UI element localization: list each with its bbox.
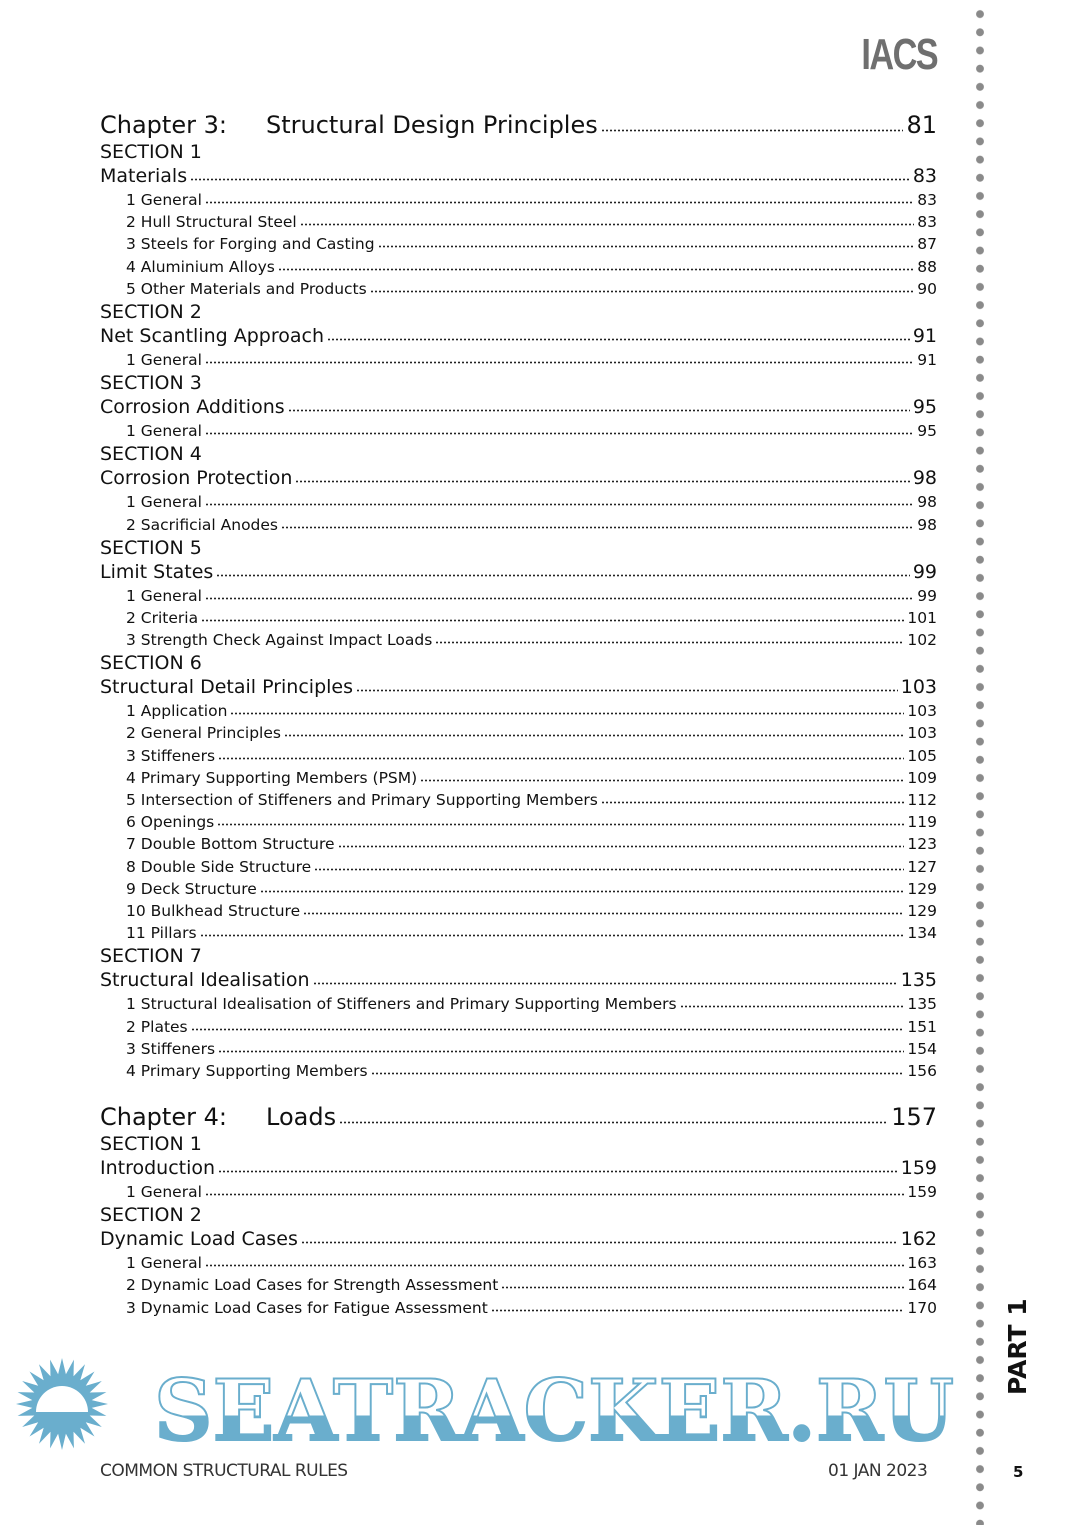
toc-page-number: 159	[900, 1157, 937, 1180]
toc-title[interactable]	[100, 164, 937, 189]
dot-leader	[217, 823, 904, 826]
toc-item[interactable]	[100, 1274, 937, 1296]
toc-item[interactable]	[100, 607, 937, 629]
toc-entry-text: 3 Stiffeners	[126, 1039, 216, 1058]
toc-title[interactable]	[100, 324, 937, 349]
toc-entry-text: SECTION 5	[100, 536, 202, 559]
dot-leader	[205, 1264, 905, 1267]
dot-leader	[191, 1028, 905, 1031]
dot-leader	[680, 1005, 905, 1008]
spiral-binding-dots	[975, 5, 985, 1525]
toc-entry-text: 2 Hull Structural Steel	[126, 213, 297, 232]
footer-document-title: COMMON STRUCTURAL RULES	[100, 1461, 348, 1481]
toc-entry-text: SECTION 4	[100, 443, 202, 466]
toc-page-number: 157	[891, 1103, 937, 1132]
toc-entry-text: 1 General	[126, 191, 202, 209]
toc-entry-text: 1 General	[126, 422, 202, 441]
dot-leader	[288, 409, 910, 412]
toc-title[interactable]	[100, 1156, 937, 1181]
toc-item[interactable]	[100, 233, 937, 255]
toc-item[interactable]	[100, 722, 937, 744]
toc-item[interactable]	[100, 1297, 937, 1319]
sun-rays	[16, 1358, 108, 1450]
toc-entry-text: 3 Stiffeners	[126, 746, 216, 765]
toc-item[interactable]	[100, 514, 937, 536]
toc-section	[100, 300, 937, 324]
toc-title[interactable]	[100, 1227, 937, 1252]
dot-leader	[295, 480, 909, 483]
toc-page-number: 135	[900, 969, 937, 992]
watermark-logo	[150, 1356, 960, 1452]
toc-entry-text: SECTION 6	[100, 652, 202, 675]
toc-page-number: 95	[912, 396, 937, 419]
toc-title[interactable]	[100, 395, 937, 420]
toc-page-number: 95	[917, 422, 937, 441]
toc-entry-text: SECTION 2	[100, 300, 202, 323]
toc-entry-text: 2 Sacrificial Anodes	[126, 515, 279, 534]
toc-section	[100, 944, 937, 968]
toc-page-number: 127	[907, 857, 937, 876]
dot-leader	[371, 1072, 905, 1075]
toc-page-number: 123	[907, 835, 937, 854]
toc-entry-text: 4 Aluminium Alloys	[126, 257, 275, 276]
dot-leader	[284, 734, 904, 737]
toc-entry-text: 6 Openings	[126, 813, 215, 832]
toc-entry-text: SECTION 7	[100, 945, 202, 968]
toc-page-number: 90	[917, 279, 937, 298]
dot-leader	[218, 757, 904, 760]
dot-leader	[205, 361, 914, 364]
toc-item[interactable]	[100, 278, 937, 300]
toc-page-number: 154	[907, 1039, 937, 1058]
footer-date: 01 JAN 2023	[828, 1461, 928, 1481]
toc-item[interactable]	[100, 629, 937, 651]
toc-page-number: 170	[907, 1298, 937, 1317]
iacs-logo: IACS	[861, 30, 937, 79]
toc-page-number: 91	[917, 350, 937, 369]
toc-page-number: 88	[917, 257, 937, 276]
toc-title[interactable]	[100, 675, 937, 700]
dot-leader	[201, 619, 904, 622]
toc-entry-text: 1 General	[126, 1254, 202, 1273]
dot-leader	[338, 845, 905, 848]
toc-entry-text: 2 Dynamic Load Cases for Strength Assessment	[126, 1276, 499, 1295]
toc-entry-text: 2 Criteria	[126, 608, 199, 627]
toc-page-number: 91	[912, 324, 937, 347]
toc-entry-text: 4 Primary Supporting Members (PSM)	[126, 768, 418, 787]
toc-page-number: 83	[917, 213, 937, 232]
toc-item[interactable]	[100, 745, 937, 767]
toc-section	[100, 140, 937, 164]
toc-item[interactable]	[100, 491, 937, 513]
toc-page-number: 159	[907, 1183, 937, 1202]
toc-entry-text: 5 Other Materials and Products	[126, 279, 367, 298]
toc-entry-text: 8 Double Side Structure	[126, 857, 312, 876]
chapter-number: Chapter 3:	[100, 111, 227, 139]
toc-page-number: 87	[917, 235, 937, 254]
dot-leader	[303, 912, 904, 915]
toc-page-number: 99	[912, 560, 937, 583]
toc-entry-text: 1 General	[126, 586, 202, 605]
dot-leader	[205, 201, 914, 204]
dot-leader	[230, 712, 904, 715]
toc-page-number: 109	[907, 768, 937, 787]
toc-chapter[interactable]	[100, 110, 937, 140]
dot-leader	[601, 129, 904, 132]
toc-entry-text: Structural Design Principles	[266, 111, 598, 139]
toc-entry-text: Dynamic Load Cases	[100, 1228, 298, 1251]
toc-entry-text: SECTION 2	[100, 1204, 202, 1227]
toc-item[interactable]	[100, 1038, 937, 1060]
dot-leader	[313, 982, 898, 985]
sun-disc	[36, 1386, 88, 1412]
dot-leader	[314, 868, 904, 871]
toc-item[interactable]	[100, 1181, 937, 1203]
toc-page-number: 135	[907, 995, 937, 1014]
toc-page-number: 101	[907, 608, 937, 627]
toc-section	[100, 442, 937, 466]
chapter-number: Chapter 4:	[100, 1103, 227, 1132]
toc-entry-text: Structural Detail Principles	[100, 676, 353, 699]
toc-item[interactable]	[100, 1060, 937, 1082]
toc-entry-text: 2 General Principles	[126, 724, 281, 743]
toc-page-number: 164	[907, 1276, 937, 1295]
toc-page-number: 81	[906, 111, 937, 139]
toc-page-number: 103	[900, 676, 937, 699]
dot-leader	[327, 338, 910, 341]
toc-entry-text: 11 Pillars	[126, 924, 197, 943]
page-number: 5	[1013, 1463, 1024, 1481]
toc-item[interactable]	[100, 993, 937, 1015]
toc-entry-text: 10 Bulkhead Structure	[126, 901, 301, 920]
dot-leader	[435, 641, 904, 644]
toc-item[interactable]	[100, 767, 937, 789]
dot-leader	[216, 574, 909, 577]
toc-entry-text: 3 Strength Check Against Impact Loads	[126, 631, 433, 650]
toc-entry-text: Corrosion Protection	[100, 467, 293, 490]
toc-entry-text: 5 Intersection of Stiffeners and Primary Supporting Members	[126, 791, 598, 809]
dot-leader	[218, 1170, 898, 1173]
toc-page-number: 134	[907, 924, 937, 943]
toc-item[interactable]	[100, 878, 937, 900]
toc-entry-text: 1 General	[126, 350, 202, 369]
toc-section	[100, 371, 937, 395]
toc-entry-text: SECTION 1	[100, 141, 202, 163]
toc-entry-text: 4 Primary Supporting Members	[126, 1061, 368, 1080]
dot-leader	[491, 1309, 905, 1312]
table-of-contents	[100, 110, 937, 1319]
toc-item[interactable]	[100, 833, 937, 855]
watermark-text: SEATRACKER.RU	[154, 1361, 954, 1452]
toc-item[interactable]	[100, 789, 937, 811]
toc-page-number: 103	[907, 702, 937, 721]
dot-leader	[339, 1121, 888, 1124]
dot-leader	[205, 503, 914, 506]
toc-entry-text: 1 Structural Idealisation of Stiffeners and Primary Supporting Members	[126, 995, 677, 1014]
toc-page-number: 99	[917, 586, 937, 605]
toc-entry-text: 3 Dynamic Load Cases for Fatigue Assessment	[126, 1298, 488, 1317]
dot-leader	[190, 178, 910, 181]
toc-entry-text: Structural Idealisation	[100, 969, 310, 992]
dot-leader	[370, 290, 915, 293]
toc-entry-text: Net Scantling Approach	[100, 324, 325, 347]
toc-item[interactable]	[100, 585, 937, 607]
toc-page-number: 102	[907, 631, 937, 650]
toc-page-number: 103	[907, 724, 937, 743]
dot-leader	[281, 526, 914, 529]
toc-entry-text: Loads	[266, 1103, 337, 1132]
toc-entry-text: 7 Double Bottom Structure	[126, 835, 335, 854]
toc-item[interactable]	[100, 1016, 937, 1038]
toc-section	[100, 651, 937, 675]
toc-item[interactable]	[100, 700, 937, 722]
toc-title[interactable]	[100, 560, 937, 585]
dot-leader	[200, 934, 905, 937]
toc-entry-text: Introduction	[100, 1157, 216, 1180]
toc-item[interactable]	[100, 211, 937, 233]
toc-entry-text: Limit States	[100, 560, 214, 583]
toc-page-number: 98	[912, 467, 937, 490]
toc-page-number: 98	[917, 493, 937, 512]
dot-leader	[378, 245, 915, 248]
toc-entry-text: 3 Steels for Forging and Casting	[126, 235, 375, 254]
toc-page-number: 156	[907, 1061, 937, 1080]
dot-leader	[205, 597, 914, 600]
toc-item[interactable]	[100, 856, 937, 878]
toc-item[interactable]	[100, 256, 937, 278]
toc-item[interactable]	[100, 922, 937, 944]
dot-leader	[218, 1050, 904, 1053]
dot-leader	[300, 223, 915, 226]
toc-entry-text: 2 Plates	[126, 1017, 188, 1036]
toc-item[interactable]	[100, 420, 937, 442]
dot-leader	[420, 779, 904, 782]
toc-page-number: 162	[900, 1228, 937, 1251]
dot-leader	[278, 268, 914, 271]
toc-chapter[interactable]	[100, 1102, 937, 1132]
dot-leader	[356, 689, 898, 692]
toc-page-number: 98	[917, 515, 937, 534]
toc-entry-text: 9 Deck Structure	[126, 879, 257, 898]
toc-item[interactable]	[100, 811, 937, 833]
toc-page-number: 112	[907, 791, 937, 809]
toc-section	[100, 1203, 937, 1227]
toc-page-number: 83	[912, 165, 937, 187]
dot-leader	[301, 1241, 898, 1244]
toc-page-number: 129	[907, 901, 937, 920]
toc-entry-text: 1 General	[126, 1183, 202, 1202]
toc-entry-text: 1 Application	[126, 702, 228, 721]
toc-entry-text: Materials	[100, 165, 188, 187]
toc-title[interactable]	[100, 968, 937, 993]
toc-item[interactable]	[100, 1252, 937, 1274]
toc-item[interactable]	[100, 349, 937, 371]
toc-section	[100, 536, 937, 560]
toc-item[interactable]	[100, 900, 937, 922]
toc-page-number: 129	[907, 879, 937, 898]
toc-page-number: 119	[907, 813, 937, 832]
toc-title[interactable]	[100, 466, 937, 491]
toc-entry-text: Corrosion Additions	[100, 396, 285, 419]
toc-item[interactable]	[100, 189, 937, 211]
dot-leader	[601, 801, 905, 804]
toc-page-number: 105	[907, 746, 937, 765]
toc-entry-text: 1 General	[126, 493, 202, 512]
dot-leader	[205, 432, 914, 435]
toc-page-number: 83	[917, 191, 937, 209]
toc-page-number: 163	[907, 1254, 937, 1273]
part-label: PART 1	[1003, 1298, 1032, 1395]
sun-watermark-icon	[0, 1356, 130, 1452]
dot-leader	[501, 1286, 904, 1289]
toc-section	[100, 1132, 937, 1156]
toc-entry-text: SECTION 3	[100, 372, 202, 395]
toc-page-number: 151	[907, 1017, 937, 1036]
toc-entry-text: SECTION 1	[100, 1133, 202, 1156]
dot-leader	[260, 890, 905, 893]
dot-leader	[205, 1193, 905, 1196]
